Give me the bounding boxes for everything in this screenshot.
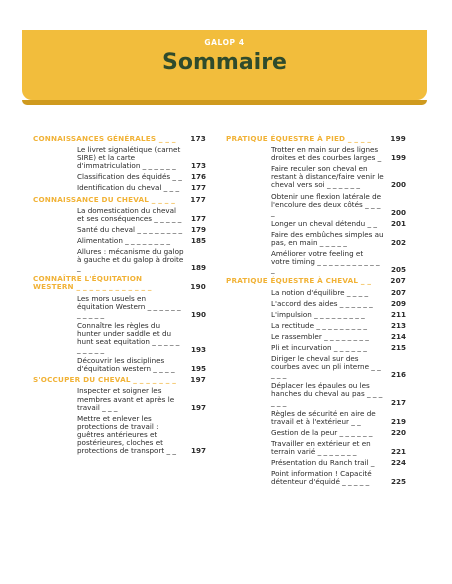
toc-entry-text: Mettre et enlever les protections de travail : guêtres antérieures et postérieures, cloches et protections de transport _ _ <box>77 413 176 456</box>
toc-entry-text: La rectitude _ _ _ _ _ _ _ _ _ <box>271 320 367 330</box>
toc-entry <box>33 295 206 319</box>
toc-page-number: 190 <box>190 309 206 319</box>
toc-page-number: 220 <box>390 427 406 437</box>
toc-page-number: 197 <box>190 402 206 412</box>
toc-entry <box>33 387 206 411</box>
toc-page-number: 197 <box>190 375 206 385</box>
toc-page-number: 189 <box>190 263 206 273</box>
toc-section-heading <box>226 135 406 143</box>
toc-page-number: 214 <box>390 331 406 341</box>
toc-entry-text: CONNAÎTRE L'ÉQUITATION WESTERN _ _ _ _ _ _ _ _ _ _ _ _ <box>33 274 152 292</box>
toc-entry <box>226 250 406 274</box>
toc-entry-text: Inspecter et soigner les membres avant et après le travail _ _ _ <box>77 386 175 412</box>
toc-section-heading <box>33 275 206 291</box>
toc-page-number: 173 <box>190 134 206 143</box>
toc-entry-text: L'accord des aides _ _ _ _ _ _ <box>271 298 373 308</box>
toc-page-number: 216 <box>390 370 406 380</box>
toc-page-number: 221 <box>390 447 406 456</box>
toc-entry <box>226 355 406 379</box>
page-title: Sommaire <box>162 50 287 75</box>
toc-page-number: 185 <box>190 235 206 245</box>
toc-entry <box>33 184 206 192</box>
toc-entry <box>33 415 206 455</box>
toc-page-number: 209 <box>390 298 406 308</box>
toc-entry <box>226 333 406 341</box>
toc-page-number: 201 <box>390 218 406 228</box>
toc-page-number: 197 <box>190 446 206 456</box>
toc-entry-text: Pli et incurvation _ _ _ _ _ _ <box>271 342 367 352</box>
toc-entry <box>226 220 406 228</box>
toc-section-heading <box>33 376 206 384</box>
toc-entry <box>226 382 406 406</box>
toc-section-heading <box>33 135 206 143</box>
toc-page-number: 225 <box>390 477 406 487</box>
toc-page-number: 176 <box>190 172 206 182</box>
toc-page-number: 202 <box>390 238 406 248</box>
toc-entry <box>226 193 406 217</box>
toc-page-number: 200 <box>390 207 406 217</box>
toc-entry <box>226 470 406 486</box>
toc-entry <box>226 165 406 189</box>
toc-entry-text: Règles de sécurité en aire de travail et à l'extérieur _ _ <box>271 408 376 426</box>
toc-entry-text: Le livret signalétique (carnet SIRE) et la carte d'immatriculation _ _ _ _ _ _ <box>77 145 181 171</box>
toc-entry-text: Allures : mécanisme du galop à gauche et du galop à droite _ <box>77 247 184 273</box>
toc-page-number: 217 <box>390 397 406 407</box>
toc-section-heading <box>33 196 206 204</box>
toc-page-number: 190 <box>190 282 206 292</box>
title-banner <box>22 30 427 100</box>
chapter-kicker: GALOP 4 <box>204 38 245 47</box>
toc-entry-text: Découvrir les disciplines d'équitation western _ _ _ _ <box>77 356 175 374</box>
toc-entry <box>33 207 206 223</box>
toc-page-number: 205 <box>390 265 406 275</box>
toc-entry-text: Le rassembler _ _ _ _ _ _ _ _ <box>271 331 369 341</box>
toc-left-column <box>33 135 206 458</box>
toc-entry-text: Les mors usuels en équitation Western _ _ _ _ _ _ _ _ _ _ _ <box>77 293 181 319</box>
toc-entry-text: La domestication du cheval et ses conséquences _ _ _ _ _ <box>77 205 182 223</box>
toc-page-number: 207 <box>390 276 406 286</box>
toc-entry-text: L'impulsion _ _ _ _ _ _ _ _ _ <box>271 309 365 319</box>
toc-page-number: 199 <box>390 134 406 143</box>
toc-entry <box>226 410 406 426</box>
toc-entry <box>226 231 406 247</box>
toc-section-heading <box>226 277 406 285</box>
toc-entry-text: PRATIQUE ÉQUESTRE À CHEVAL _ _ <box>226 276 372 286</box>
toc-page-number: 224 <box>390 458 406 468</box>
toc-page-number: 177 <box>190 183 206 193</box>
toc-entry <box>33 173 206 181</box>
toc-entry-text: Santé du cheval _ _ _ _ _ _ _ _ <box>77 224 183 234</box>
toc-entry-text: Faire des embûches simples au pas, en main _ _ _ _ _ <box>271 229 384 248</box>
toc-page-number: 199 <box>390 153 406 163</box>
toc-page-number: 173 <box>190 161 206 171</box>
toc-page-number: 177 <box>190 194 206 204</box>
toc-entry-text: Améliorer votre feeling et votre timing _ _ _ _ _ _ _ _ _ _ _ _ <box>271 249 380 275</box>
toc-page-number: 177 <box>190 213 206 223</box>
toc-entry <box>226 440 406 456</box>
toc-entry <box>33 357 206 373</box>
toc-entry-text: Obtenir une flexion latérale de l'encolure des deux côtés _ _ _ _ <box>271 191 382 217</box>
toc-entry-text: Déplacer les épaules ou les hanches du cheval au pas _ _ _ _ _ _ <box>271 381 383 407</box>
toc-entry <box>33 226 206 234</box>
toc-entry <box>33 146 206 170</box>
toc-entry-text: Travailler en extérieur et en terrain varié _ _ _ _ _ _ _ <box>271 438 371 456</box>
toc-right-column <box>226 135 406 489</box>
toc-entry-text: Classification des équidés _ _ <box>77 172 182 182</box>
toc-page-number: 211 <box>390 309 406 319</box>
toc-entry-text: Identification du cheval _ _ _ <box>77 183 180 193</box>
toc-entry <box>226 289 406 297</box>
toc-entry <box>33 248 206 272</box>
toc-entry <box>226 429 406 437</box>
toc-entry <box>226 300 406 308</box>
toc-entry-text: S'OCCUPER DU CHEVAL _ _ _ _ _ _ _ <box>33 375 177 385</box>
toc-entry-text: Gestion de la peur _ _ _ _ _ _ <box>271 427 373 437</box>
toc-page-number: 193 <box>190 345 206 355</box>
toc-entry <box>226 344 406 352</box>
toc-entry-text: Alimentation _ _ _ _ _ _ _ _ <box>77 235 170 245</box>
toc-entry-text: CONNAISSANCES GÉNÉRALES _ _ _ <box>33 134 176 143</box>
toc-entry <box>33 237 206 245</box>
toc-entry-text: Diriger le cheval sur des courbes avec un pli interne _ _ _ _ _ <box>271 354 381 380</box>
toc-entry-text: Présentation du Ranch trail _ <box>271 458 375 468</box>
toc-entry-text: Longer un cheval détendu _ _ <box>271 218 377 228</box>
toc-page-number: 213 <box>390 320 406 330</box>
toc-page-number: 200 <box>390 180 406 190</box>
toc-entry-text: La notion d'équilibre _ _ _ _ <box>271 287 369 297</box>
toc-entry <box>33 322 206 354</box>
toc-page-number: 219 <box>390 416 406 426</box>
toc-page-number: 215 <box>390 342 406 352</box>
toc-entry <box>226 311 406 319</box>
toc-page-number: 179 <box>190 224 206 234</box>
toc-entry-text: CONNAISSANCE DU CHEVAL _ _ _ _ <box>33 194 176 204</box>
toc-entry <box>226 146 406 162</box>
toc-entry-text: Connaître les règles du hunter under saddle et du hunt seat equitation _ _ _ _ _ _ _ _ _ _ <box>77 320 180 355</box>
toc-entry-text: PRATIQUE ÉQUESTRE À PIED _ _ _ _ <box>226 134 372 143</box>
toc-entry-text: Faire reculer son cheval en restant à distance/faire venir le cheval vers soi _ _ _ _ _ _ <box>271 164 384 190</box>
toc-entry <box>226 459 406 467</box>
toc-page-number: 207 <box>390 287 406 297</box>
toc-entry-text: Point information ! Capacité détenteur d'équidé _ _ _ _ _ <box>271 469 372 487</box>
toc-entry-text: Trotter en main sur des lignes droites et des courbes larges _ <box>271 145 382 163</box>
toc-entry <box>226 322 406 330</box>
toc-page-number: 195 <box>190 364 206 374</box>
